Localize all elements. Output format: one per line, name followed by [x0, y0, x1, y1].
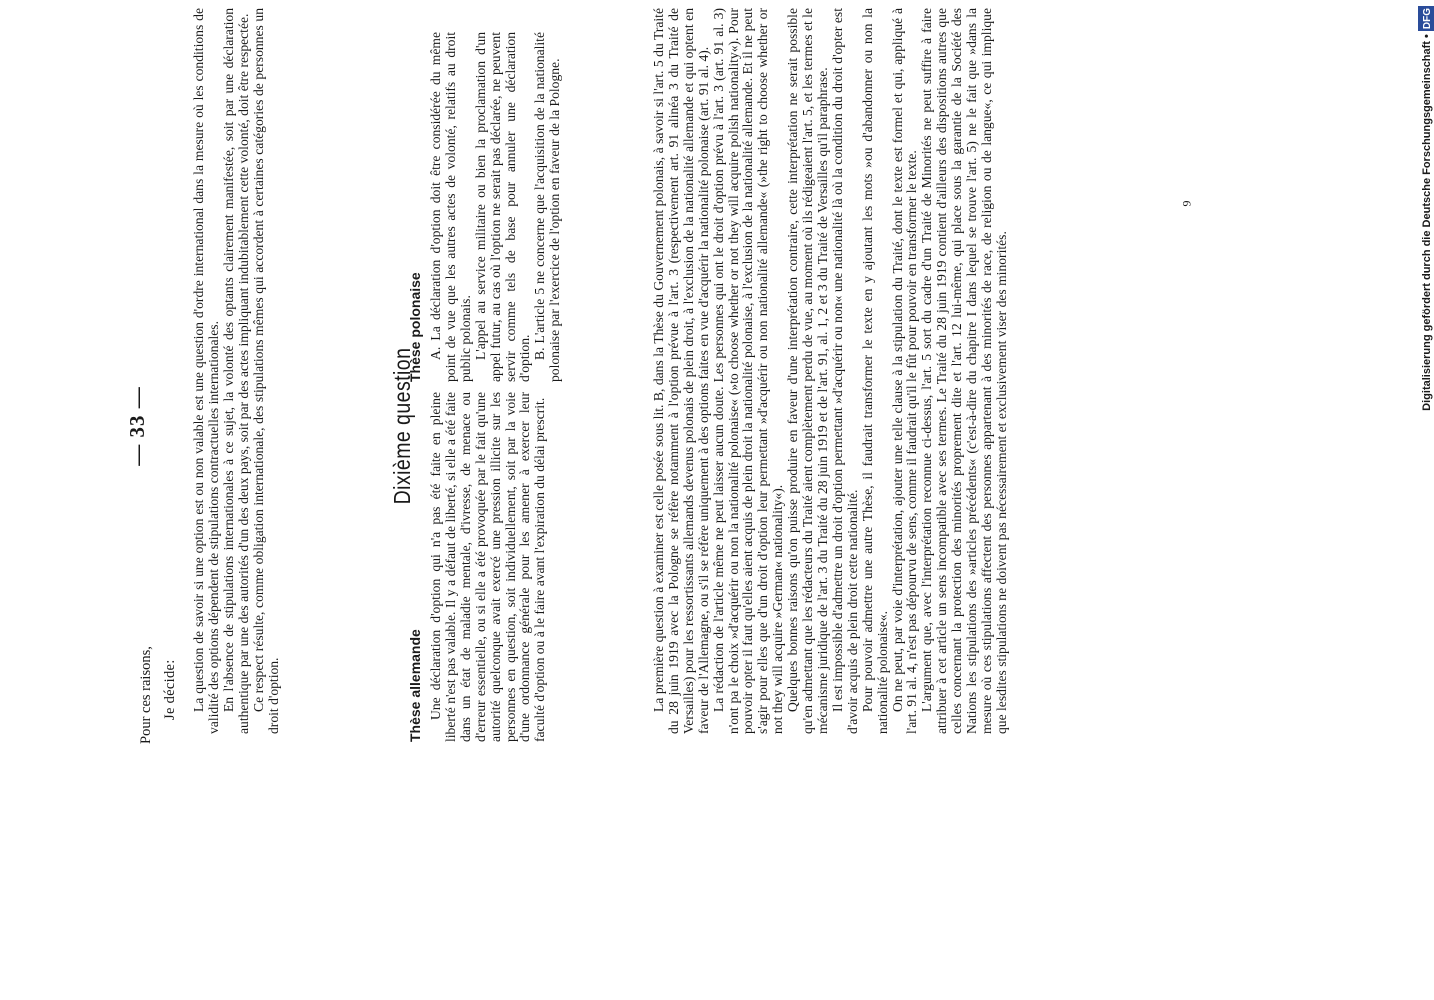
pour-ces-raisons: Pour ces raisons, [138, 646, 154, 744]
paragraph: Une déclaration d'option qui n'a pas été faite en pleine liberté n'est pas valable. Il y a défaut de liberté, si elle a été faite dans un état de maladie mentale, d'ivresse, de menace ou d'erreur essentielle, ou si elle a été provoquée par le fait qu'une autorité quelconque avait exercé une pression illicite sur les personnes en question, soit individuellement, soit par la voie d'une ordonnance générale pour les amener à exercer leur faculté d'option ou à le faire avant l'expiration du délai prescrit. [428, 392, 548, 742]
paragraph: A. La déclaration d'option doit être considérée du même point de vue que les autres actes de volonté, relatifs au droit public polonais. [428, 32, 473, 382]
rotated-page [117, 0, 1292, 852]
polish-thesis-column [429, 32, 563, 382]
je-decide: Je décide: [162, 659, 178, 720]
paragraph: L'appel au service militaire ou bien la proclamation d'un appel futur, au cas où l'option ne serait pas déclarée, ne peuvent servir comme tels de base pour annuler une déclaration d'option. [472, 32, 533, 382]
paragraph: Ce respect résulte, comme obligation internationale, des stipulations mêmes qui accordent à certaines catégories de personnes un droit d'option. [250, 8, 281, 734]
column-heading-polish: Thèse polonaise [407, 272, 423, 382]
decision-paragraphs [192, 8, 281, 734]
signature-mark: 9 [1179, 200, 1194, 207]
body-paragraphs [652, 8, 1010, 734]
dfg-credit-text: Digitalisierung gefördert durch die Deutsche Forschungsgemeinschaft • [1421, 34, 1433, 411]
german-thesis-column [429, 392, 548, 742]
paragraph: La rédaction de l'article même ne peut laisser aucun doute. Les personnes qui ont le droit d'option prévu à l'art. 3 (art. 91 al. 3) n'ont pa le choix »d'acquérir ou non la nationalité polonaise« (»to choose whether or not they will acquire polish nationality«). Pour pouvoir opter il faut qu'elles aient acquis de plein droit la nationalité polonaise, à l'exclusion de la nationalité allemande. Et il ne peut s'agir pour elles que d'un droit d'option leur permettant »d'acquérir ou non nationalité allemande« (»the right to choose whether or not they will acquire »German« nationality«). [710, 8, 786, 734]
paragraph: B. L'article 5 ne concerne que l'acquisition de la nationalité polonaise par l'exercice de l'option en faveur de la Pologne. [532, 32, 563, 382]
paragraph: La première question à examiner est celle posée sous lit. B, dans la Thèse du Gouvernement polonais, à savoir si l'art. 5 du Traité du 28 juin 1919 avec la Pologne se réfère notamment à l'option prévue à l'art. 3 (respectivement art. 91 alinéa 3 du Traité de Versailles) pour les ressortissants allemands devenus polonais de plein droit, à l'exclusion de la nationalité allemande et qui optent en faveur de l'Allemagne, ou s'il se réfère uniquement à des options faites en vue d'acquérir la nationalité polonaise (art. 91 al. 4). [651, 8, 711, 734]
paragraph: On ne peut, par voie d'interprétation, ajouter une telle clause à la stipulation du Traité, dont le texte est formel et qui, appliqué à l'art. 91 al. 4, n'est pas dépourvu de sens, comme il faudrait qu'il le fût pour pouvoir en transformer le texte. [889, 8, 920, 734]
dfg-sidebar [1417, 6, 1434, 996]
paragraph: Pour pouvoir admettre une autre Thèse, il faudrait transformer le texte en y ajoutant les mots »ou d'abandonner ou non la nationalité polonaise«. [859, 8, 890, 734]
page-number: — 33 — [125, 386, 149, 466]
paragraph: La question de savoir si une option est ou non valable est une question d'ordre international dans la mesure où les conditions de validité des options dépendent de stipulations contractuelles internationales. [191, 8, 221, 734]
dfg-logo: DFG [1418, 6, 1434, 31]
paragraph: Il est impossible d'admettre un droit d'option permettant »d'acquérir ou non« une nationalité là où la condition du droit d'opter est d'avoir acquis de plein droit cette nationalité. [829, 8, 860, 734]
paragraph: Quelques bonnes raisons qu'on puisse produire en faveur d'une interprétation contraire, cette interprétation ne serait possible qu'en admettant que les rédacteurs du Traité aient complètement perdu de vue, au moment où ils rédigeaient l'art. 5, et les termes et le mécanisme juridique de l'art. 3 du Traité du 28 juin 1919 et de l'art. 91, al. 1, 2 et 3 du Traité de Versailles qu'il paraphrase. [785, 8, 830, 734]
section-heading: Dixième question [389, 347, 415, 505]
column-heading-german: Thèse allemande [407, 629, 423, 742]
dfg-credit [1417, 6, 1434, 996]
paragraph: En l'absence de stipulations internationales à ce sujet, la volonté des optants clairement manifestée, soit par une déclaration authentique par une des autorités d'un des deux pays, soit par des actes impliquant indubitablement cette volonté, doit être respectée. [220, 8, 251, 734]
paragraph: L'argument que, avec l'interprétation reconnue ci-dessus, l'art. 5 sort du cadre d'un Traité de Minorités ne peut suffire à faire attribuer à cet article un sens incompatible avec ses termes. Le Traité du 28 juin 1919 contient d'ailleurs des dispositions autres que celles concernant la protection des minorités proprement dite et l'art. 12 lui-même, qui place sous la garantie de la Société des Nations les stipulations des »articles précédents« (c'est-à-dire du chapitre I dans lequel se trouve l'art. 5) ne le fait que »dans la mesure où ces stipulations affectent des personnes appartenant à des minorités de race, de religion ou de langue«, ce qui implique que lesdites stipulations ne doivent pas nécessairement et exclusivement viser des minorités. [919, 8, 1009, 734]
